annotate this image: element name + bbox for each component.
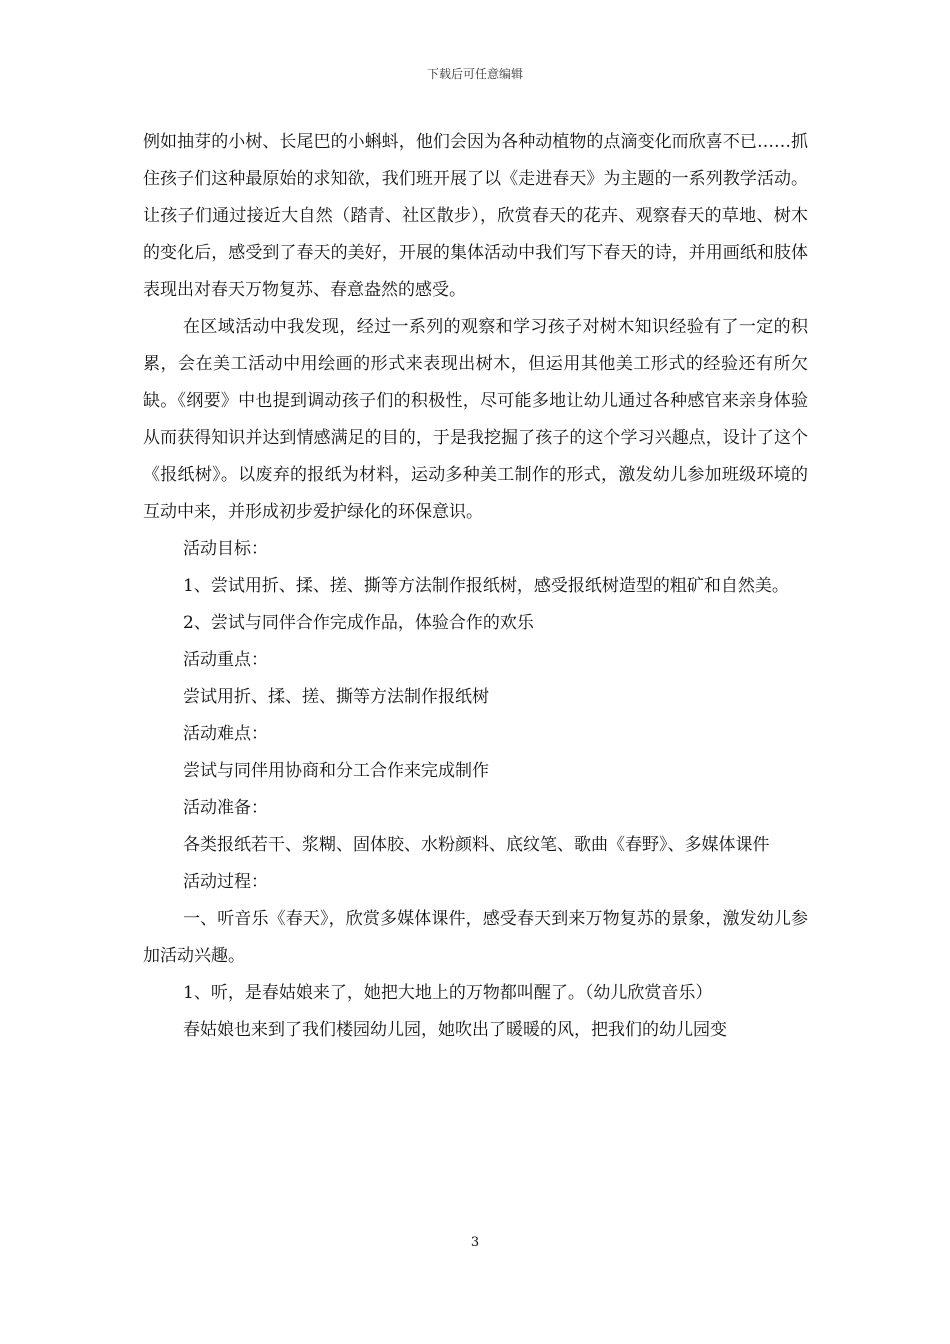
paragraph-design-rationale: 在区域活动中我发现，经过一系列的观察和学习孩子对树木知识经验有了一定的积累，会在美工活动中用绘画的形式来表现出树木，但运用其他美工形式的经验还有所欠缺。《纲要》中也提到调动孩子们的积极性，尽可能多地让幼儿通过各种感官来亲身体验从而获得知识并达到情感满足的目的，于是我挖掘了孩子的这个学习兴趣点，设计了这个《报纸树》。以废弃的报纸为材料，运动多种美工制作的形式，激发幼儿参加班级环境的互动中来，并形成初步爱护绿化的环保意识。 bbox=[143, 317, 808, 522]
activity-difficulty-text: 尝试与同伴用协商和分工合作来完成制作 bbox=[183, 761, 489, 781]
process-step-1: 一、听音乐《春天》，欣赏多媒体课件，感受春天到来万物复苏的景象，激发幼儿参加活动兴趣。 bbox=[143, 909, 808, 966]
heading-activity-difficulty: 活动难点： bbox=[183, 724, 268, 744]
heading-activity-focus: 活动重点： bbox=[183, 650, 268, 670]
page-number: 3 bbox=[470, 1235, 480, 1250]
process-step-1-text: 春姑娘也来到了我们楼园幼儿园，她吹出了暖暖的风，把我们的幼儿园变 bbox=[183, 1020, 727, 1040]
paragraph-intro-continued: 例如抽芽的小树、长尾巴的小蝌蚪，他们会因为各种动植物的点滴变化而欣喜不已……抓住孩子们这种最原始的求知欲，我们班开展了以《走进春天》为主题的一系列教学活动。让孩子们通过接近大自然（踏青、社区散步），欣赏春天的花卉、观察春天的草地、树木的变化后，感受到了春天的美好，开展的集体活动中我们写下春天的诗，并用画纸和肢体表现出对春天万物复苏、春意盎然的感受。 bbox=[143, 132, 808, 300]
heading-activity-preparation: 活动准备： bbox=[183, 798, 268, 818]
heading-activity-goals: 活动目标： bbox=[183, 539, 268, 559]
goal-item-1: 1、尝试用折、揉、搓、撕等方法制作报纸树，感受报纸树造型的粗矿和自然美。 bbox=[183, 576, 789, 596]
process-step-1-1: 1、听，是春姑娘来了，她把大地上的万物都叫醒了。（幼儿欣赏音乐） bbox=[183, 983, 713, 1003]
activity-focus-text: 尝试用折、揉、搓、撕等方法制作报纸树 bbox=[183, 687, 489, 707]
activity-preparation-text: 各类报纸若干、浆糊、固体胶、水粉颜料、底纹笔、歌曲《春野》、多媒体课件 bbox=[183, 835, 770, 855]
document-body bbox=[143, 124, 808, 1049]
goal-item-2: 2、尝试与同伴合作完成作品，体验合作的欢乐 bbox=[183, 613, 534, 633]
page-header: 下载后可任意编辑 bbox=[426, 67, 523, 81]
heading-activity-process: 活动过程： bbox=[183, 872, 268, 892]
